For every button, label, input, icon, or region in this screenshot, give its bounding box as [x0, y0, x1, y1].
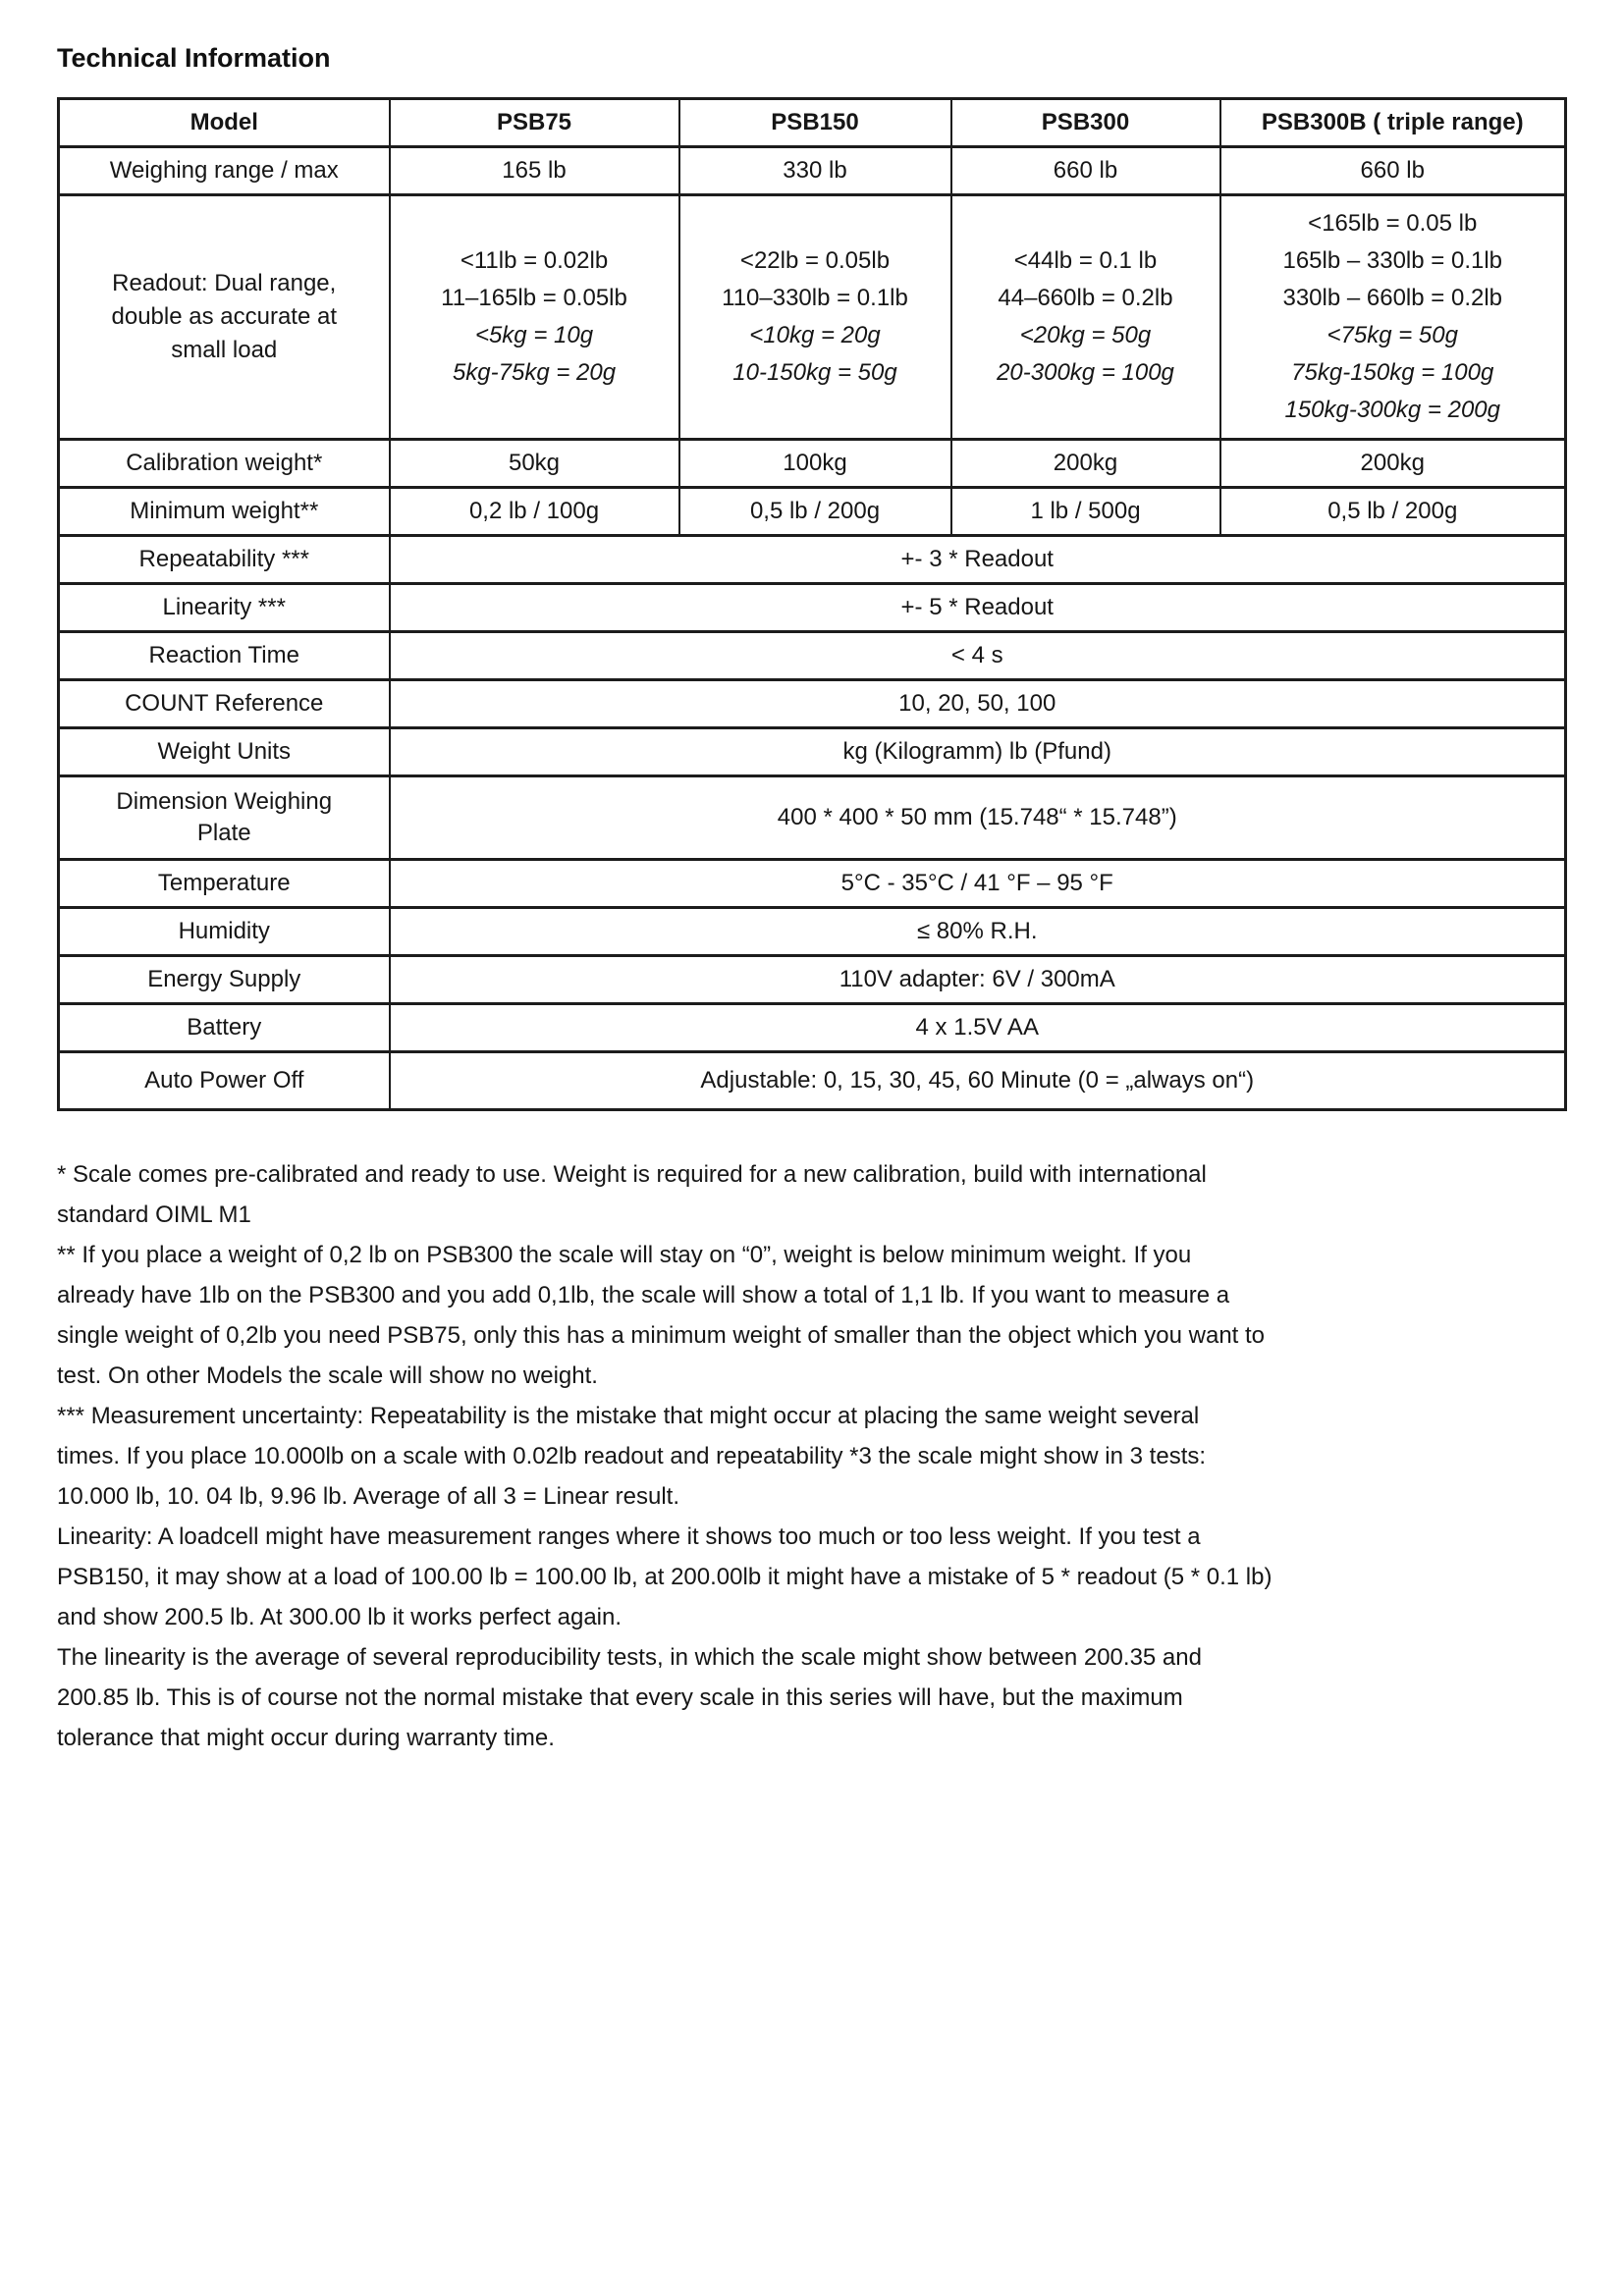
readout-line: <44lb = 0.1 lb: [1013, 247, 1158, 274]
calibration-psb150: 100kg: [679, 440, 951, 488]
humidity-label: Humidity: [59, 908, 390, 956]
dimension-plate-label-text: Dimension Weighing Plate: [116, 788, 333, 846]
readout-line: 330lb – 660lb = 0.2lb: [1282, 285, 1503, 311]
header-psb150: PSB150: [679, 99, 951, 147]
weight-units-label: Weight Units: [59, 728, 390, 776]
row-weight-units: [59, 728, 1566, 776]
temperature-value: 5°C - 35°C / 41 °F – 95 °F: [390, 860, 1566, 908]
footnote-uncertainty-line: times. If you place 10.000lb on a scale with 0.02lb readout and repeatability *3 the scale might show in 3 tests:: [57, 1443, 1207, 1469]
dimension-plate-label: [59, 776, 390, 860]
battery-label: Battery: [59, 1004, 390, 1052]
footnote-tolerance-line: The linearity is the average of several reproducibility tests, in which the scale might show between 200.35 and: [57, 1644, 1202, 1671]
energy-supply-label: Energy Supply: [59, 956, 390, 1004]
footnotes: [57, 1154, 1566, 1758]
row-weighing-range: [59, 147, 1566, 195]
repeatability-value: +- 3 * Readout: [390, 536, 1566, 584]
readout-psb75: [390, 195, 679, 440]
row-calibration-weight: [59, 440, 1566, 488]
count-reference-label: COUNT Reference: [59, 680, 390, 728]
footnote-minimum-weight-line: single weight of 0,2lb you need PSB75, only this has a minimum weight of smaller than the object which you want to: [57, 1322, 1266, 1349]
footnote-linearity-line: PSB150, it may show at a load of 100.00 lb = 100.00 lb, at 200.00lb it might have a mistake of 5 * readout (5 * 0.1 lb): [57, 1564, 1272, 1590]
readout-psb150: [679, 195, 951, 440]
calibration-psb300: 200kg: [951, 440, 1220, 488]
row-battery: [59, 1004, 1566, 1052]
readout-line-metric: 150kg-300kg = 200g: [1284, 397, 1500, 423]
footnote-uncertainty-line: *** Measurement uncertainty: Repeatability is the mistake that might occur at placing the same weight several: [57, 1403, 1200, 1429]
dimension-plate-value: 400 * 400 * 50 mm (15.748“ * 15.748”): [390, 776, 1566, 860]
row-humidity: [59, 908, 1566, 956]
readout-line: 44–660lb = 0.2lb: [998, 285, 1173, 311]
linearity-label: Linearity ***: [59, 584, 390, 632]
count-reference-value: 10, 20, 50, 100: [390, 680, 1566, 728]
readout-line-metric: <20kg = 50g: [1019, 322, 1152, 348]
readout-psb300: [951, 195, 1220, 440]
footnote-minimum-weight-line: already have 1lb on the PSB300 and you add 0,1lb, the scale will show a total of 1,1 lb. If you want to measure a: [57, 1282, 1230, 1308]
minimum-psb300: 1 lb / 500g: [951, 488, 1220, 536]
calibration-psb75: 50kg: [390, 440, 679, 488]
readout-line: <22lb = 0.05lb: [739, 247, 891, 274]
calibration-label: Calibration weight*: [59, 440, 390, 488]
weighing-range-psb300b: 660 lb: [1220, 147, 1566, 195]
readout-line-metric: <10kg = 20g: [749, 322, 881, 348]
footnote-linearity-line: Linearity: A loadcell might have measurement ranges where it shows too much or too less weight. If you test a: [57, 1523, 1201, 1550]
footnote-minimum-weight-line: test. On other Models the scale will show no weight.: [57, 1362, 598, 1389]
readout-line-metric: <75kg = 50g: [1326, 322, 1458, 348]
readout-line-metric: 20-300kg = 100g: [997, 359, 1174, 386]
row-dimension-plate: [59, 776, 1566, 860]
readout-label-text: Readout: Dual range, double as accurate at small load: [111, 270, 337, 363]
humidity-value: ≤ 80% R.H.: [390, 908, 1566, 956]
row-minimum-weight: [59, 488, 1566, 536]
reaction-time-label: Reaction Time: [59, 632, 390, 680]
readout-line: <11lb = 0.02lb: [460, 247, 609, 274]
repeatability-label: Repeatability ***: [59, 536, 390, 584]
auto-power-off-label: Auto Power Off: [59, 1052, 390, 1110]
row-reaction-time: [59, 632, 1566, 680]
minimum-psb150: 0,5 lb / 200g: [679, 488, 951, 536]
readout-line-metric: 75kg-150kg = 100g: [1291, 359, 1494, 386]
readout-line-metric: <5kg = 10g: [474, 322, 594, 348]
footnote-uncertainty-line: 10.000 lb, 10. 04 lb, 9.96 lb. Average of all 3 = Linear result.: [57, 1483, 679, 1510]
footnote-calibration-line: * Scale comes pre-calibrated and ready to use. Weight is required for a new calibration, build with international: [57, 1161, 1207, 1188]
footnote-minimum-weight-line: ** If you place a weight of 0,2 lb on PSB300 the scale will stay on “0”, weight is below minimum weight. If you: [57, 1242, 1192, 1268]
calibration-psb300b: 200kg: [1220, 440, 1566, 488]
readout-line: 165lb – 330lb = 0.1lb: [1282, 247, 1503, 274]
auto-power-off-value: Adjustable: 0, 15, 30, 45, 60 Minute (0 = „always on“): [390, 1052, 1566, 1110]
weight-units-value: kg (Kilogramm) lb (Pfund): [390, 728, 1566, 776]
row-readout: [59, 195, 1566, 440]
spec-table: [57, 97, 1567, 1111]
table-header-row: [59, 99, 1566, 147]
row-count-reference: [59, 680, 1566, 728]
header-model: Model: [59, 99, 390, 147]
linearity-value: +- 5 * Readout: [390, 584, 1566, 632]
footnote-linearity-line: and show 200.5 lb. At 300.00 lb it works perfect again.: [57, 1604, 623, 1630]
row-repeatability: [59, 536, 1566, 584]
readout-line-metric: 5kg-75kg = 20g: [452, 359, 617, 386]
minimum-label: Minimum weight**: [59, 488, 390, 536]
footnote-calibration-line: standard OIML M1: [57, 1201, 251, 1228]
minimum-psb300b: 0,5 lb / 200g: [1220, 488, 1566, 536]
energy-supply-value: 110V adapter: 6V / 300mA: [390, 956, 1566, 1004]
page-title: Technical Information: [57, 43, 331, 73]
row-energy-supply: [59, 956, 1566, 1004]
battery-value: 4 x 1.5V AA: [390, 1004, 1566, 1052]
header-psb75: PSB75: [390, 99, 679, 147]
weighing-range-psb300: 660 lb: [951, 147, 1220, 195]
footnote-tolerance-line: 200.85 lb. This is of course not the normal mistake that every scale in this series will have, but the maximum: [57, 1684, 1183, 1711]
minimum-psb75: 0,2 lb / 100g: [390, 488, 679, 536]
readout-psb300b: [1220, 195, 1566, 440]
temperature-label: Temperature: [59, 860, 390, 908]
header-psb300: PSB300: [951, 99, 1220, 147]
readout-line-metric: 10-150kg = 50g: [732, 359, 897, 386]
readout-label: [59, 195, 390, 440]
weighing-range-psb75: 165 lb: [390, 147, 679, 195]
footnote-tolerance-line: tolerance that might occur during warranty time.: [57, 1725, 555, 1751]
row-temperature: [59, 860, 1566, 908]
readout-line: <165lb = 0.05 lb: [1308, 210, 1478, 237]
row-linearity: [59, 584, 1566, 632]
weighing-range-psb150: 330 lb: [679, 147, 951, 195]
row-auto-power-off: [59, 1052, 1566, 1110]
reaction-time-value: < 4 s: [390, 632, 1566, 680]
weighing-range-label: Weighing range / max: [59, 147, 390, 195]
readout-line: 110–330lb = 0.1lb: [722, 285, 908, 311]
readout-line: 11–165lb = 0.05lb: [441, 285, 627, 311]
header-psb300b: PSB300B ( triple range): [1220, 99, 1566, 147]
